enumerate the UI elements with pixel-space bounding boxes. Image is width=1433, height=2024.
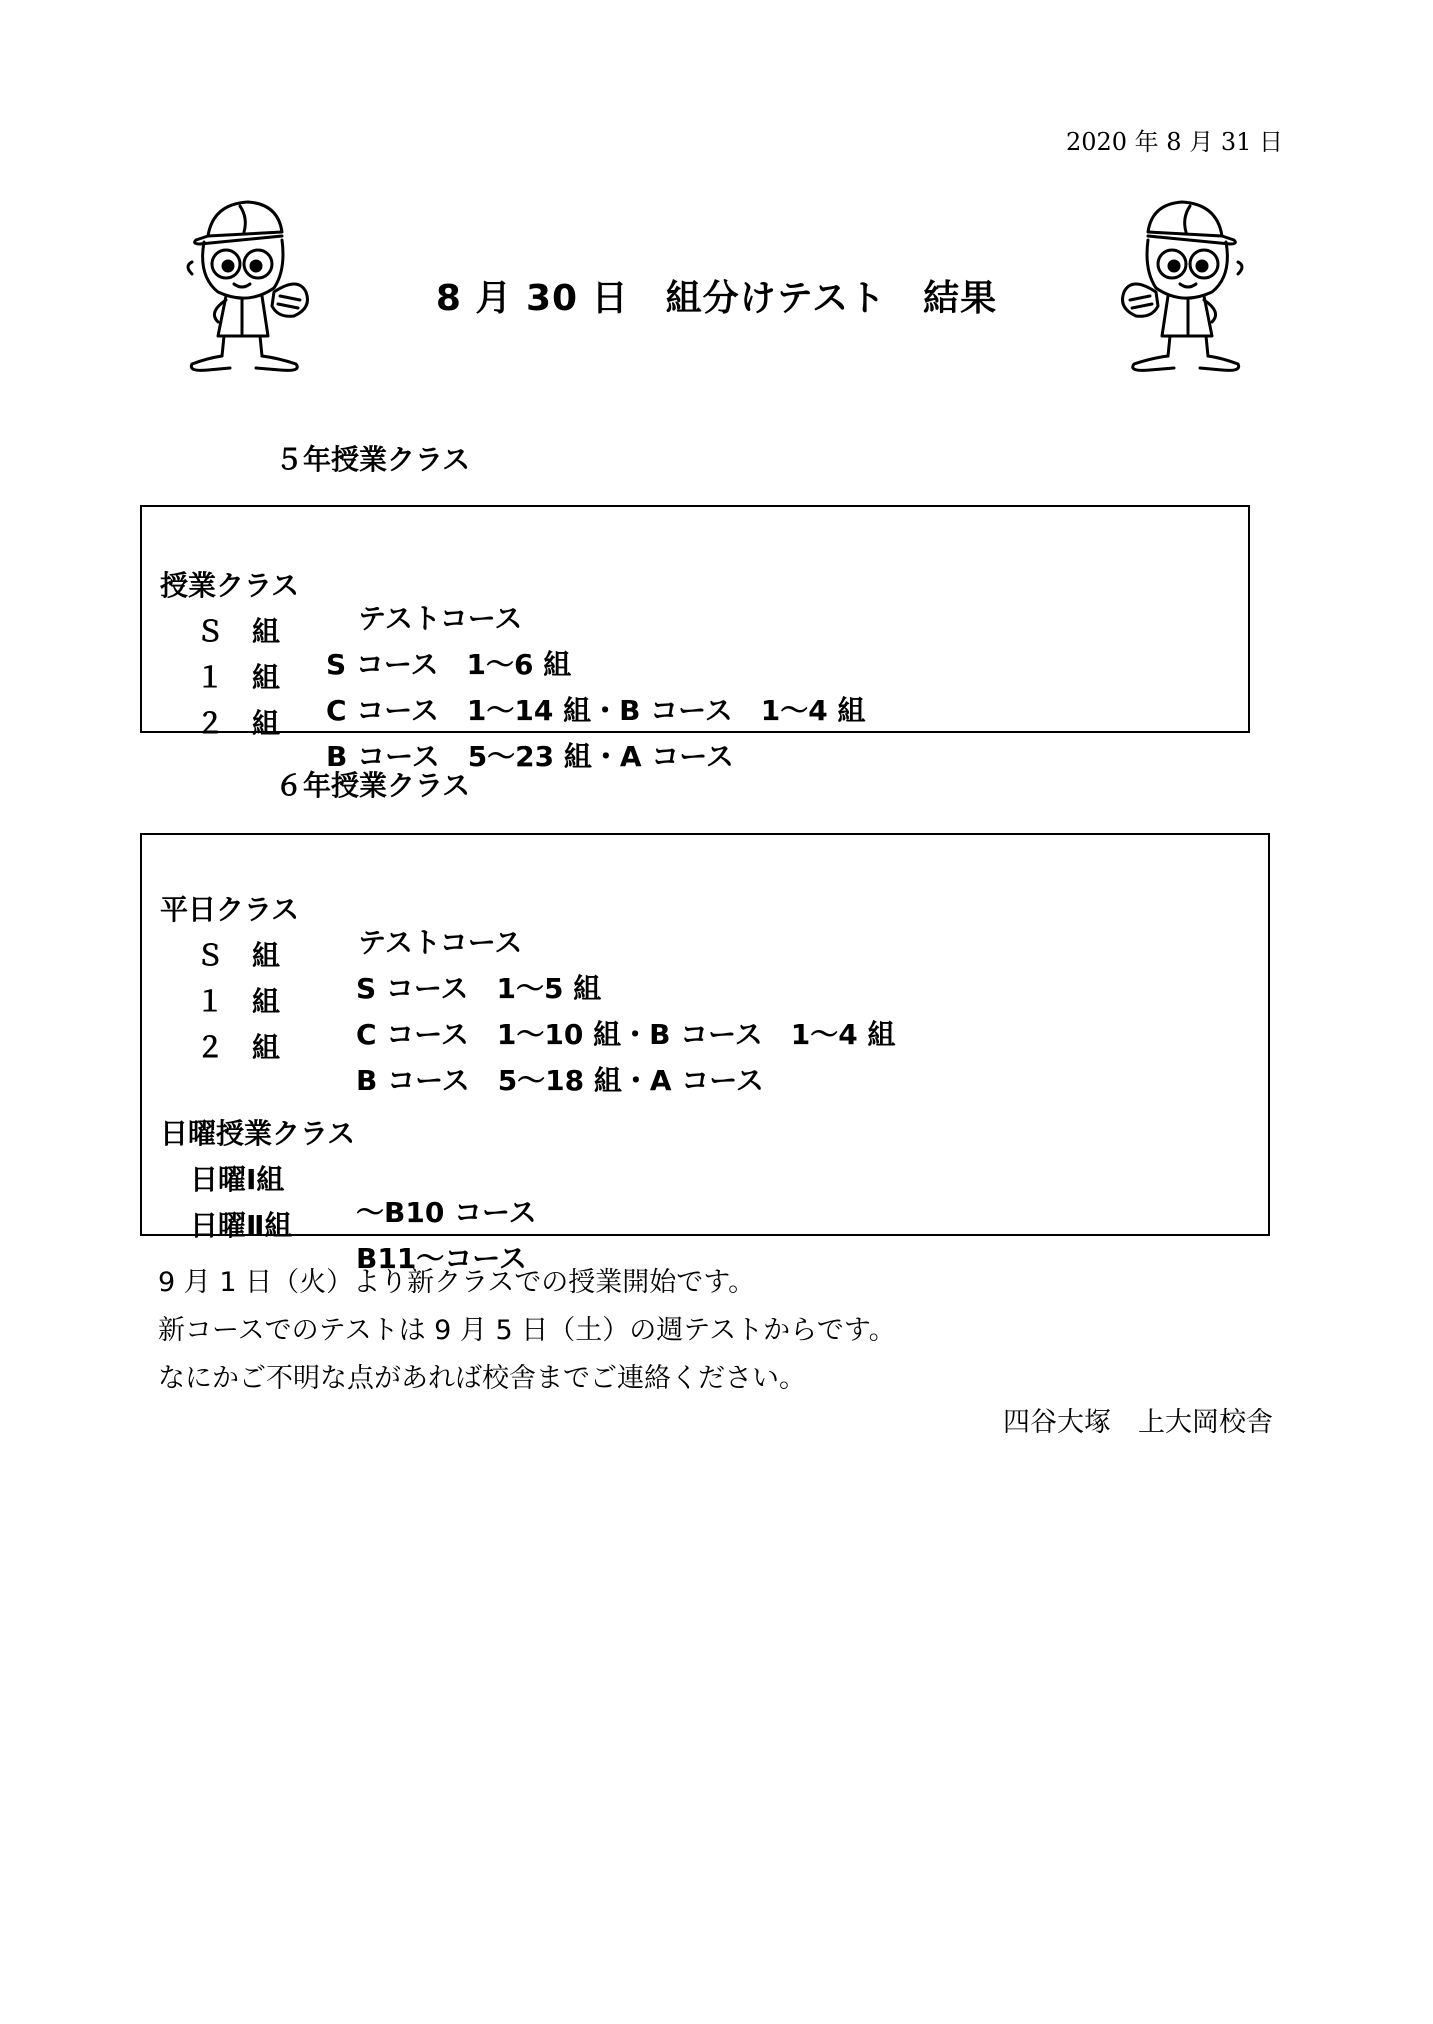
grade6-course-table: [140, 833, 1270, 1275]
sunday-heading-label: 日曜授業クラス: [160, 1117, 356, 1150]
grade6-header-course: テストコース: [358, 926, 523, 959]
grade5-header-course: テストコース: [358, 602, 523, 635]
notice-line: 9 月 1 日（火）より新クラスでの授業開始です。: [158, 1267, 756, 1298]
course-assignment: S コース 1～6 組: [326, 648, 572, 681]
course-assignment: C コース 1～14 組・B コース 1～4 組: [326, 694, 866, 727]
class-name: １ 組: [196, 985, 281, 1018]
grade5-heading: ５年授業クラス: [275, 443, 471, 476]
course-assignment: S コース 1～5 組: [356, 972, 602, 1005]
notice-line: 新コースでのテストは 9 月 5 日（土）の週テストからです。: [158, 1315, 896, 1346]
grade6-header-class: 平日クラス: [160, 893, 300, 926]
class-name: Ｓ 組: [196, 615, 281, 648]
class-name: ２ 組: [196, 707, 281, 740]
notice-line: なにかご不明な点があれば校舎までご連絡ください。: [158, 1363, 806, 1394]
document-date: 2020 年 8 月 31 日: [1065, 128, 1283, 156]
class-name: １ 組: [196, 661, 281, 694]
course-assignment: C コース 1～10 組・B コース 1～4 組: [356, 1018, 896, 1051]
grade6-heading: ６年授業クラス: [275, 769, 471, 802]
class-name: ２ 組: [196, 1031, 281, 1064]
class-name: 日曜Ⅰ組: [190, 1163, 285, 1196]
course-assignment: ～B10 コース: [356, 1196, 537, 1229]
class-name: Ｓ 組: [196, 939, 281, 972]
course-assignment: B11～コース: [356, 1242, 527, 1275]
course-assignment: B コース 5～23 組・A コース: [326, 740, 734, 773]
school-name: 四谷大塚 上大岡校舎: [1003, 1407, 1273, 1438]
grade5-header-class: 授業クラス: [160, 569, 300, 602]
class-name: 日曜Ⅱ組: [190, 1209, 293, 1242]
grade5-course-table: [140, 505, 1250, 773]
course-assignment: B コース 5～18 組・A コース: [356, 1064, 764, 1097]
document-title: 8 月 30 日 組分けテスト 結果: [435, 278, 998, 319]
